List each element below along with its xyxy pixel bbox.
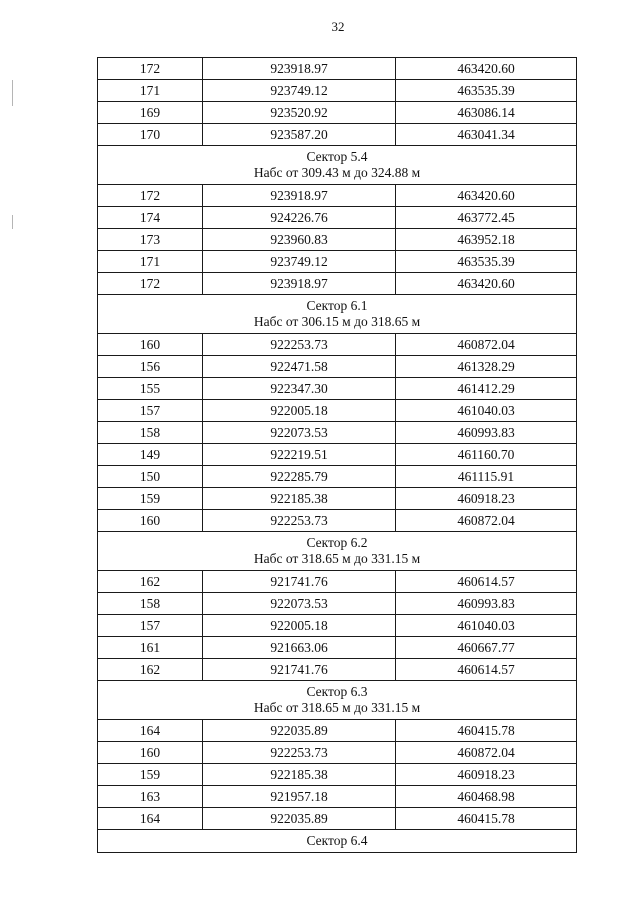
x-coordinate-cell: 922471.58 (203, 356, 396, 378)
x-coordinate-cell: 922253.73 (203, 510, 396, 532)
y-coordinate-cell: 461115.91 (396, 466, 577, 488)
x-coordinate-cell: 922035.89 (203, 720, 396, 742)
table-row (98, 808, 577, 830)
coordinates-table (97, 57, 577, 853)
section-title: Сектор 6.2 (306, 535, 368, 550)
point-number-cell: 161 (98, 637, 203, 659)
x-coordinate-cell: 923749.12 (203, 80, 396, 102)
y-coordinate-cell: 463041.34 (396, 124, 577, 146)
table-row (98, 422, 577, 444)
scan-margin-mark (12, 80, 13, 106)
table-row (98, 102, 577, 124)
point-number-cell: 172 (98, 273, 203, 295)
point-number-cell: 171 (98, 251, 203, 273)
table-row (98, 571, 577, 593)
y-coordinate-cell: 460415.78 (396, 720, 577, 742)
point-number-cell: 160 (98, 510, 203, 532)
table-row (98, 510, 577, 532)
point-number-cell: 155 (98, 378, 203, 400)
section-title: Сектор 5.4 (306, 149, 368, 164)
table-row (98, 273, 577, 295)
y-coordinate-cell: 463952.18 (396, 229, 577, 251)
y-coordinate-cell: 460993.83 (396, 422, 577, 444)
section-header-row (98, 681, 577, 720)
y-coordinate-cell: 461160.70 (396, 444, 577, 466)
section-elevation-range: Набс от 309.43 м до 324.88 м (253, 165, 421, 180)
table-row (98, 615, 577, 637)
x-coordinate-cell: 922285.79 (203, 466, 396, 488)
point-number-cell: 162 (98, 659, 203, 681)
x-coordinate-cell: 922253.73 (203, 334, 396, 356)
point-number-cell: 150 (98, 466, 203, 488)
y-coordinate-cell: 463086.14 (396, 102, 577, 124)
section-header-cell (98, 146, 577, 185)
point-number-cell: 157 (98, 400, 203, 422)
point-number-cell: 172 (98, 58, 203, 80)
scan-margin-mark (12, 215, 13, 229)
table-row (98, 334, 577, 356)
y-coordinate-cell: 460872.04 (396, 510, 577, 532)
table-row (98, 637, 577, 659)
y-coordinate-cell: 463535.39 (396, 251, 577, 273)
x-coordinate-cell: 921741.76 (203, 659, 396, 681)
point-number-cell: 171 (98, 80, 203, 102)
table-row (98, 659, 577, 681)
x-coordinate-cell: 922347.30 (203, 378, 396, 400)
section-header-row (98, 146, 577, 185)
point-number-cell: 173 (98, 229, 203, 251)
x-coordinate-cell: 923587.20 (203, 124, 396, 146)
section-header-row (98, 295, 577, 334)
table-row (98, 742, 577, 764)
section-title: Сектор 6.1 (306, 298, 368, 313)
point-number-cell: 169 (98, 102, 203, 124)
y-coordinate-cell: 461040.03 (396, 615, 577, 637)
x-coordinate-cell: 921741.76 (203, 571, 396, 593)
section-header-row (98, 532, 577, 571)
section-header-row (98, 830, 577, 853)
y-coordinate-cell: 460415.78 (396, 808, 577, 830)
table-row (98, 251, 577, 273)
section-elevation-range: Набс от 306.15 м до 318.65 м (253, 314, 421, 329)
point-number-cell: 162 (98, 571, 203, 593)
point-number-cell: 157 (98, 615, 203, 637)
section-header-cell (98, 532, 577, 571)
y-coordinate-cell: 461040.03 (396, 400, 577, 422)
point-number-cell: 174 (98, 207, 203, 229)
y-coordinate-cell: 463420.60 (396, 273, 577, 295)
y-coordinate-cell: 463420.60 (396, 185, 577, 207)
section-title: Сектор 6.3 (306, 684, 368, 699)
table-row (98, 356, 577, 378)
x-coordinate-cell: 923960.83 (203, 229, 396, 251)
table-row (98, 593, 577, 615)
section-elevation-range: Набс от 318.65 м до 331.15 м (253, 551, 421, 566)
point-number-cell: 170 (98, 124, 203, 146)
point-number-cell: 172 (98, 185, 203, 207)
point-number-cell: 149 (98, 444, 203, 466)
table-row (98, 80, 577, 102)
x-coordinate-cell: 922253.73 (203, 742, 396, 764)
point-number-cell: 156 (98, 356, 203, 378)
x-coordinate-cell: 922185.38 (203, 488, 396, 510)
x-coordinate-cell: 921663.06 (203, 637, 396, 659)
y-coordinate-cell: 463535.39 (396, 80, 577, 102)
y-coordinate-cell: 460468.98 (396, 786, 577, 808)
point-number-cell: 160 (98, 742, 203, 764)
table-row (98, 466, 577, 488)
section-header-cell (98, 830, 577, 853)
point-number-cell: 164 (98, 720, 203, 742)
table-row (98, 720, 577, 742)
section-elevation-range: Набс от 318.65 м до 331.15 м (253, 700, 421, 715)
x-coordinate-cell: 923520.92 (203, 102, 396, 124)
x-coordinate-cell: 922219.51 (203, 444, 396, 466)
section-header-cell (98, 295, 577, 334)
table-row (98, 207, 577, 229)
y-coordinate-cell: 460872.04 (396, 742, 577, 764)
y-coordinate-cell: 461412.29 (396, 378, 577, 400)
table-row (98, 786, 577, 808)
x-coordinate-cell: 922005.18 (203, 615, 396, 637)
table-row (98, 185, 577, 207)
x-coordinate-cell: 923918.97 (203, 58, 396, 80)
x-coordinate-cell: 922185.38 (203, 764, 396, 786)
point-number-cell: 158 (98, 593, 203, 615)
y-coordinate-cell: 463420.60 (396, 58, 577, 80)
x-coordinate-cell: 924226.76 (203, 207, 396, 229)
table-row (98, 378, 577, 400)
point-number-cell: 159 (98, 488, 203, 510)
y-coordinate-cell: 463772.45 (396, 207, 577, 229)
point-number-cell: 160 (98, 334, 203, 356)
x-coordinate-cell: 922073.53 (203, 593, 396, 615)
table-row (98, 444, 577, 466)
y-coordinate-cell: 460872.04 (396, 334, 577, 356)
y-coordinate-cell: 460614.57 (396, 571, 577, 593)
table-row (98, 400, 577, 422)
coordinates-table-body (98, 58, 577, 853)
y-coordinate-cell: 460667.77 (396, 637, 577, 659)
y-coordinate-cell: 460918.23 (396, 764, 577, 786)
y-coordinate-cell: 460993.83 (396, 593, 577, 615)
point-number-cell: 164 (98, 808, 203, 830)
table-row (98, 764, 577, 786)
table-row (98, 58, 577, 80)
x-coordinate-cell: 921957.18 (203, 786, 396, 808)
y-coordinate-cell: 461328.29 (396, 356, 577, 378)
x-coordinate-cell: 923749.12 (203, 251, 396, 273)
table-row (98, 488, 577, 510)
y-coordinate-cell: 460918.23 (396, 488, 577, 510)
point-number-cell: 163 (98, 786, 203, 808)
point-number-cell: 159 (98, 764, 203, 786)
table-row (98, 229, 577, 251)
y-coordinate-cell: 460614.57 (396, 659, 577, 681)
table-row (98, 124, 577, 146)
point-number-cell: 158 (98, 422, 203, 444)
x-coordinate-cell: 922005.18 (203, 400, 396, 422)
section-header-cell (98, 681, 577, 720)
x-coordinate-cell: 923918.97 (203, 185, 396, 207)
x-coordinate-cell: 922073.53 (203, 422, 396, 444)
x-coordinate-cell: 923918.97 (203, 273, 396, 295)
x-coordinate-cell: 922035.89 (203, 808, 396, 830)
page-number: 32 (331, 19, 345, 34)
section-title: Сектор 6.4 (306, 833, 368, 848)
